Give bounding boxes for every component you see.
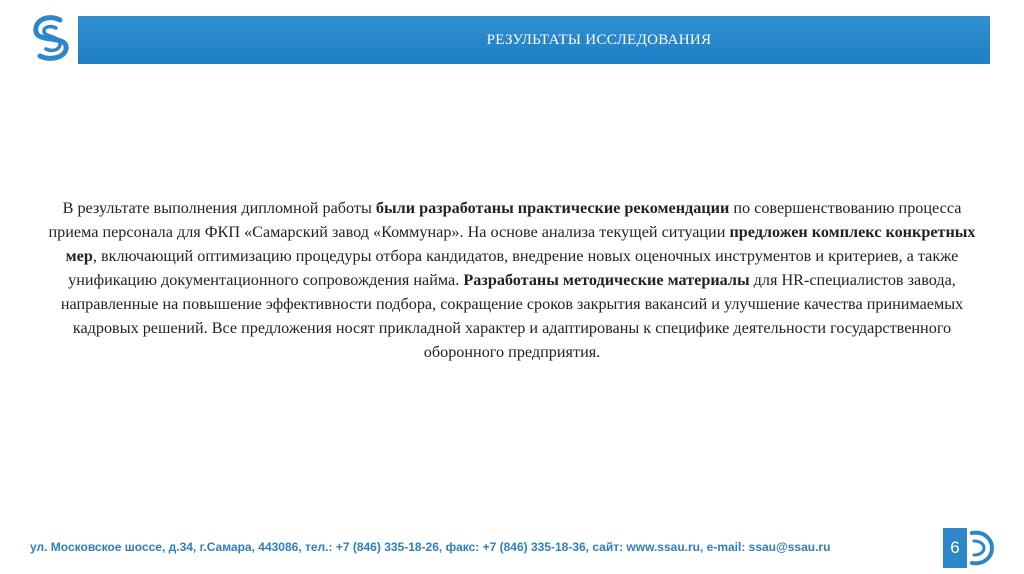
university-logo-icon (30, 14, 72, 62)
body-text-segment: для HR-специалистов завода, направленные на повышение эффективности подбора, сокращение сроков закрытия вакансий и улучшение качества принимаемых кадровых решений. Все предложения носят прикладной характер и адаптированы к специфике деятельности государственного оборонного предприятия. (60, 271, 964, 361)
body-text-segment: , включающий оптимизацию процедуры отбора кандидатов, внедрение новых оценочных инструментов и критериев, а также унификацию документационного сопровождения найма. (68, 247, 959, 289)
body-text-emphasis: предложен комплекс конкретных мер (65, 223, 976, 265)
page-number-box (943, 528, 967, 568)
footer-logo-icon (968, 527, 994, 569)
header-bar (78, 16, 990, 64)
footer-contact: ул. Московское шоссе, д.34, г.Самара, 443086, тел.: +7 (846) 335-18-26, факс: +7 (846) 335-18-36, сайт: www.ssau.ru, e-mail: ssau@ssau.ru (30, 540, 831, 554)
body-paragraph (40, 196, 984, 364)
body-text-segment: по совершенствованию процесса приема персонала для ФКП «Самарский завод «Коммунар». На основе анализа текущей ситуации (48, 199, 962, 241)
page-number: 6 (950, 538, 960, 557)
body-text-emphasis: были разработаны практические рекомендации (375, 199, 730, 217)
body-text-emphasis: Разработаны методические материалы (463, 271, 750, 289)
body-text-segment: В результате выполнения дипломной работы (62, 199, 376, 217)
page-title: РЕЗУЛЬТАТЫ ИССЛЕДОВАНИЯ (486, 31, 712, 48)
